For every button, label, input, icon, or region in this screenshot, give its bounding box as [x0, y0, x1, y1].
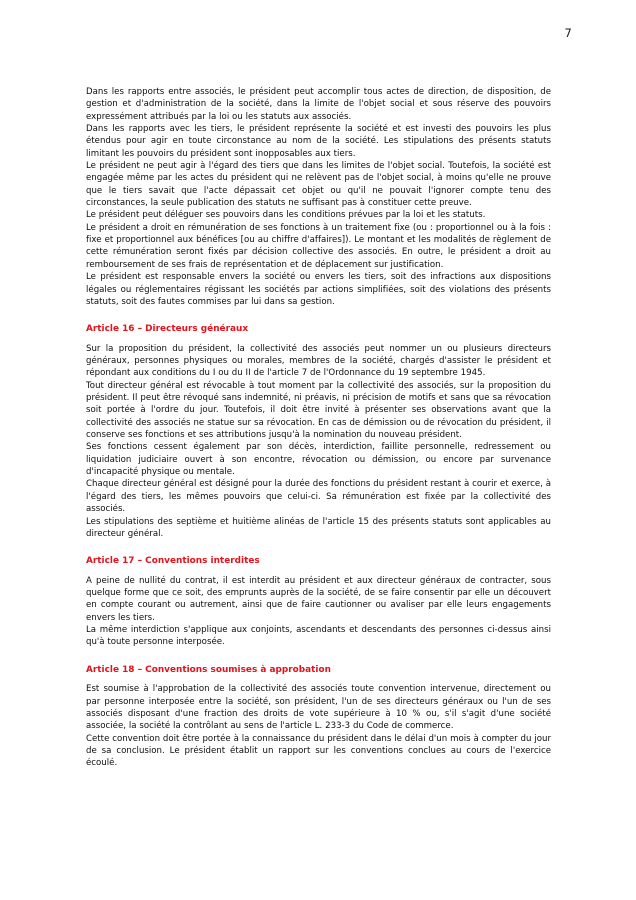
para-limites-objet-social: Le président ne peut agir à l'égard des tiers que dans les limites de l'objet social. Toutefois, la société est engagée même par les actes du président qui ne relèvent pas de l'objet social, à moins qu'elle ne prouve que le tiers savait que l'acte dépassait cet objet ou qu'il ne pouvait l'ignorer compte tenu des circonstances, la seule publication des statuts ne suffisant pas à constituer cette preuve.: [86, 161, 551, 209]
page-number: 7: [564, 26, 572, 40]
content-block: [86, 209, 551, 221]
content-block: [86, 733, 551, 770]
content-block: [86, 160, 551, 209]
para-delegation-pouvoirs: Le président peut déléguer ses pouvoirs dans les conditions prévues par la loi et les statuts.: [86, 210, 486, 221]
heading-article-16: Article 16 – Directeurs généraux: [86, 324, 249, 335]
para-stipulations-alineas: Les stipulations des septième et huitième alinéas de l'article 15 des présents statuts sont applicables au directeur général.: [86, 516, 551, 539]
content-block: [86, 86, 551, 123]
content-block: [86, 683, 551, 732]
content-block: [86, 516, 551, 541]
para-rapports-entre-associes: Dans les rapports entre associés, le président peut accomplir tous actes de direction, de disposition, de gestion et d'administration de la société, dans la limite de l'objet social et sous réserve des pouvoirs expressément attribués par la loi ou les statuts aux associés.: [86, 87, 551, 122]
para-remuneration-president: Le président a droit en rémunération de ses fonctions à un traitement fixe (ou : proportionnel ou à la fois : fixe et proportionnel aux bénéfices [ou au chiffre d'affaires]). Le montant et les modalités de règlement de cette rémunération seront fixés par décision collective des associés. En outre, le président a droit au remboursement de ses frais de représentation et de déplacement sur justification.: [86, 222, 551, 270]
document-body: [86, 86, 551, 770]
content-block: [86, 323, 551, 335]
content-block: [86, 478, 551, 515]
para-nomination-directeurs-generaux: Sur la proposition du président, la collectivité des associés peut nommer un ou plusieurs directeurs généraux, personnes physiques ou morales, membres de la société, chargés d'assister le président et répondant aux conditions du I ou du II de l'article 7 de l'Ordonnance du 19 septembre 1945.: [86, 343, 551, 379]
para-duree-fonctions-directeur-general: Chaque directeur général est désigné pour la durée des fonctions du président restant à courir et exerce, à l'égard des tiers, les mêmes pouvoirs que celui-ci. Sa rémunération est fixée par la collectivité des associés.: [86, 479, 551, 515]
content-block: [86, 343, 551, 380]
para-rapports-avec-les-tiers: Dans les rapports avec les tiers, le président représente la société et est investi des pouvoirs les plus étendus pour agir en toute circonstance au nom de la société. Les stipulations des présents statuts limitant les pouvoirs du président sont inopposables aux tiers.: [86, 124, 551, 159]
content-block: [86, 555, 551, 567]
heading-article-18: Article 18 – Conventions soumises à approbation: [86, 664, 331, 675]
content-block: [86, 441, 551, 478]
para-approbation-conventions: Est soumise à l'approbation de la collectivité des associés toute convention intervenue, directement ou par personne interposée entre la société, son président, l'un de ses directeurs généraux ou l'un de ses associés disposant d'une fraction des droits de vote supérieure à 10 % ou, s'il s'agit d'une société associée, la société la contrôlant au sens de l'article L. 233-3 du Code de commerce.: [86, 684, 551, 732]
para-interdiction-conjoints: La même interdiction s'applique aux conjoints, ascendants et descendants des personnes ci-dessus ainsi qu'à toute personne interposée.: [86, 625, 551, 648]
para-nullite-contrat: A peine de nullité du contrat, il est interdit au président et aux directeur généraux de contracter, sous quelque forme que ce soit, des emprunts auprès de la société, de se faire consentir par elle un découvert en compte courant ou autrement, ainsi que de faire cautionner ou avaliser par elle leurs engagements envers les tiers.: [86, 575, 551, 623]
para-connaissance-president: Cette convention doit être portée à la connaissance du président dans le délai d'un mois à compter du jour de sa conclusion. Le président établit un rapport sur les conventions conclues au cours de l'exercice écoulé.: [86, 733, 551, 769]
para-revocation-directeur-general: Tout directeur général est révocable à tout moment par la collectivité des associés, sur la proposition du président. Il peut être révoqué sans indemnité, ni préavis, ni précision de motifs et sans que sa révocation soit portée à l'ordre du jour. Toutefois, il doit être invité à présenter ses observations avant que la collectivité des associés ne statue sur sa révocation. En cas de démission ou de révocation du président, il conserve ses fonctions et ses attributions jusqu'à la nomination du nouveau président.: [86, 380, 551, 441]
content-block: [86, 222, 551, 271]
content-block: [86, 575, 551, 624]
content-block: [86, 664, 551, 676]
content-block: [86, 624, 551, 649]
heading-article-17: Article 17 – Conventions interdites: [86, 556, 260, 567]
content-block: [86, 123, 551, 160]
content-block: [86, 271, 551, 308]
para-cessation-fonctions: Ses fonctions cessent également par son décès, interdiction, faillite personnelle, redressement ou liquidation judiciaire ouvert à son encontre, révocation ou démission, ou encore par survenance d'incapacité physique ou mentale.: [86, 442, 551, 478]
content-block: [86, 380, 551, 442]
para-responsabilite-president: Le président est responsable envers la société ou envers les tiers, soit des infractions aux dispositions légales ou réglementaires régissant les sociétés par actions simplifiées, soit des violations des présents statuts, soit des fautes commises par lui dans sa gestion.: [86, 272, 551, 307]
